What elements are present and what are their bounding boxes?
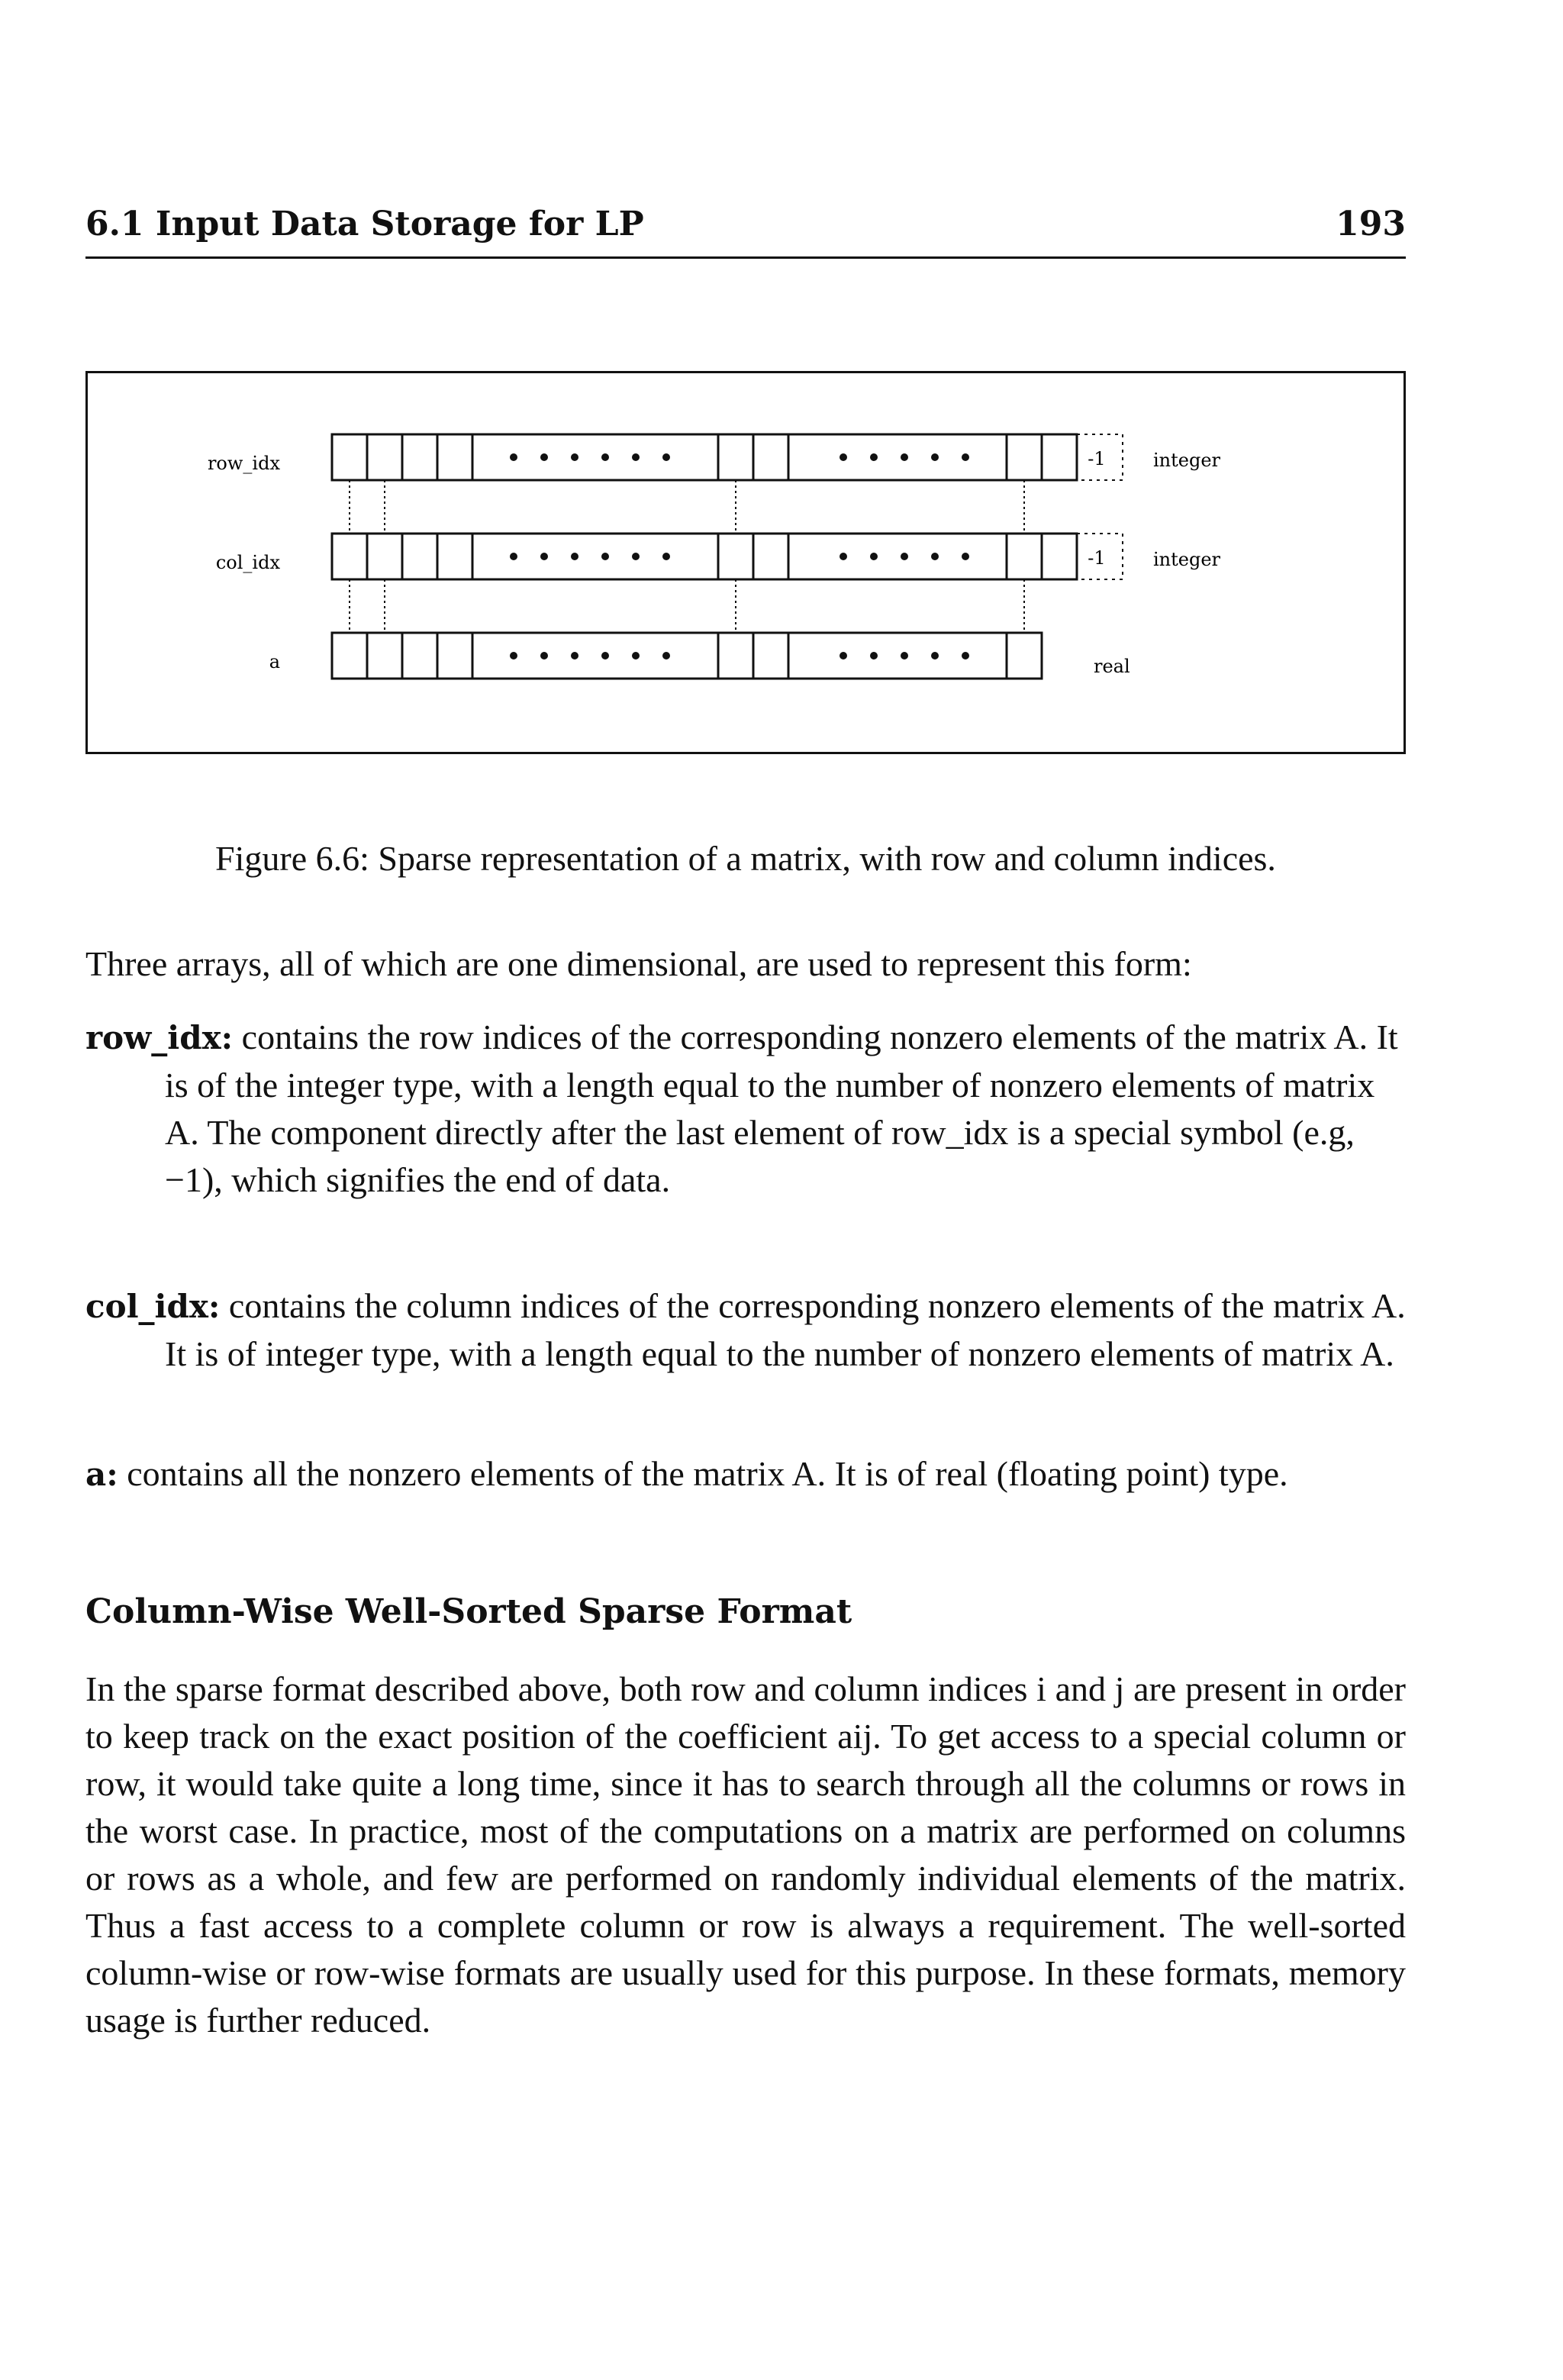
col-idx-type: integer: [1153, 549, 1221, 570]
definition-term: col_idx:: [85, 1288, 221, 1325]
section-heading: 6.1 Input Data Storage for LP: [85, 205, 644, 243]
body-paragraph: In the sparse format described above, both row and column indices i and j are present in order to keep track on the exact position of the coefficient aij. To get access to a special column or row, it would take quite a long time, since it has to search through all the columns or rows in the worst case. In practice, most of the computations on a matrix are performed on columns or rows as a whole, and few are performed on randomly individual elements of the matrix. Thus a fast access to a complete column or row is always a requirement. The well-sorted column-wise or row-wise formats are usually used for this purpose. In these formats, memory usage is further reduced.: [85, 1669, 1406, 2040]
definition-row-idx: [85, 1014, 1406, 1204]
col-idx-ellipsis-dots: [510, 553, 969, 560]
array-diagram: [88, 373, 1408, 756]
a-type: real: [1094, 656, 1130, 677]
row-idx-terminator: -1: [1088, 448, 1106, 469]
definition-term: a:: [85, 1456, 118, 1493]
section-title: Column-Wise Well-Sorted Sparse Format: [85, 1592, 852, 1631]
running-head: [85, 205, 1406, 243]
row-idx-label: row_idx: [207, 453, 280, 474]
a-ellipsis-dots: [510, 652, 969, 659]
sparse-matrix-figure: [85, 371, 1406, 754]
definition-text: contains the column indices of the corresponding nonzero elements of the matrix A. It is of integer type, with a length equal to the number of nonzero elements of matrix A.: [165, 1286, 1406, 1373]
definition-term: row_idx:: [85, 1019, 234, 1056]
header-rule: [85, 256, 1406, 259]
col-idx-label: col_idx: [215, 552, 280, 573]
connector-lines-1: [350, 480, 1024, 534]
definition-a: [85, 1450, 1406, 1498]
definition-text: contains the row indices of the corresponding nonzero elements of the matrix A. It is of the integer type, with a length equal to the number of nonzero elements of matrix A. The component directly after the last element of row_idx is a special symbol (e.g, −1), which signifies the end of data.: [165, 1017, 1398, 1199]
row-idx-ellipsis-dots: [510, 453, 969, 461]
figure-caption: Figure 6.6: Sparse representation of a matrix, with row and column indices.: [215, 839, 1276, 878]
connector-lines-2: [350, 579, 1024, 633]
definition-text: contains all the nonzero elements of the matrix A. It is of real (floating point) type.: [127, 1454, 1288, 1493]
a-label: a: [269, 651, 280, 672]
row-idx-type: integer: [1153, 450, 1221, 471]
intro-text: Three arrays, all of which are one dimensional, are used to represent this form:: [85, 944, 1192, 983]
col-idx-terminator: -1: [1088, 547, 1106, 569]
definition-col-idx: [85, 1282, 1406, 1378]
page-number: 193: [1336, 205, 1406, 243]
